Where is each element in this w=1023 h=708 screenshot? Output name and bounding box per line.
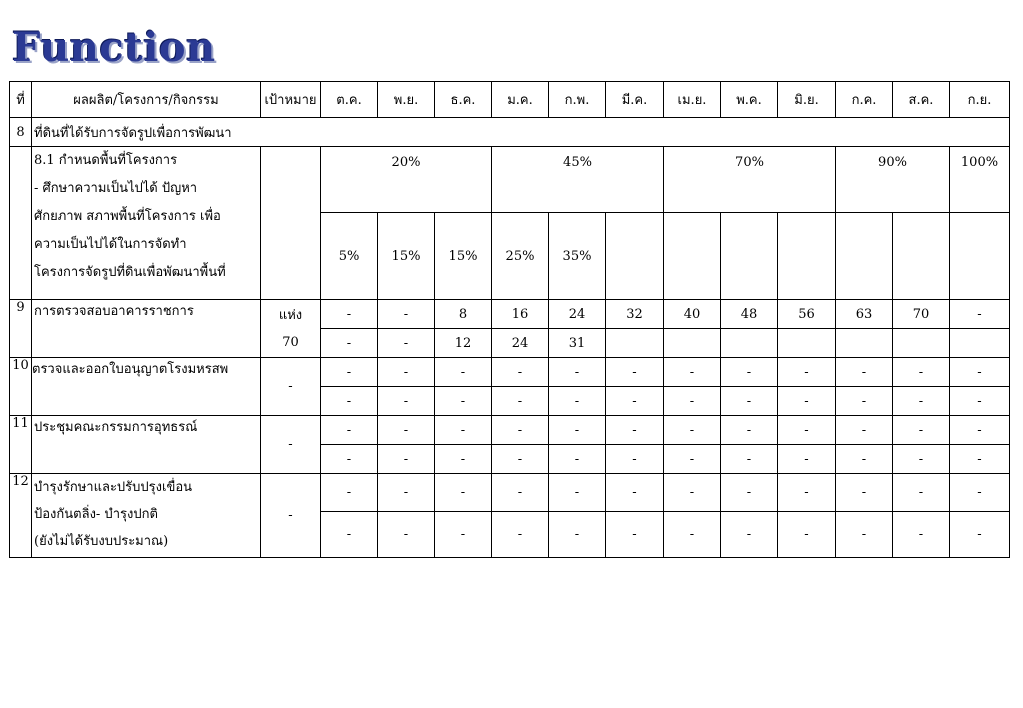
actual-value: - <box>492 445 549 474</box>
header-month: ม.ค. <box>492 82 549 118</box>
actual-value: - <box>435 512 492 558</box>
plan-value: 16 <box>492 300 549 329</box>
actual-percent <box>950 213 1010 300</box>
actual-value: - <box>606 512 664 558</box>
actual-value: 31 <box>549 329 606 358</box>
description-line: ความเป็นไปได้ในการจัดทำ <box>34 237 187 252</box>
plan-value: - <box>549 416 606 445</box>
target-value: - <box>261 416 321 474</box>
plan-value: - <box>321 358 378 387</box>
actual-value: 24 <box>492 329 549 358</box>
actual-value: 12 <box>435 329 492 358</box>
plan-value: - <box>378 358 435 387</box>
description-line: (ยังไม่ได้รับงบประมาณ) <box>34 534 169 549</box>
plan-value: - <box>606 358 664 387</box>
actual-value: - <box>836 387 893 416</box>
plan-percent: 90% <box>836 147 950 213</box>
plan-value: - <box>321 474 378 512</box>
header-month: ก.พ. <box>549 82 606 118</box>
plan-value: 56 <box>778 300 836 329</box>
actual-value: - <box>321 445 378 474</box>
actual-value: - <box>549 512 606 558</box>
description-line: บำรุงรักษาและปรับปรุงเขื่อน <box>34 480 193 495</box>
actual-percent: 25% <box>492 213 549 300</box>
actual-value: - <box>492 387 549 416</box>
description-line: 8.1 กำหนดพื้นที่โครงการ <box>34 153 178 168</box>
header-row <box>10 82 1010 118</box>
row-number: 9 <box>10 300 32 358</box>
actual-value: - <box>893 387 950 416</box>
target-value: 70 <box>261 329 321 358</box>
plan-value: - <box>950 300 1010 329</box>
actual-percent <box>721 213 778 300</box>
actual-percent: 5% <box>321 213 378 300</box>
actual-value: - <box>721 445 778 474</box>
row-number: 10 <box>10 358 32 416</box>
actual-percent <box>606 213 664 300</box>
plan-value: - <box>492 416 549 445</box>
actual-value: - <box>435 445 492 474</box>
plan-value: - <box>664 474 721 512</box>
plan-value: - <box>836 358 893 387</box>
header-month: ธ.ค. <box>435 82 492 118</box>
actual-value: - <box>778 512 836 558</box>
actual-value: - <box>378 387 435 416</box>
activity-name: ประชุมคณะกรรมการอุทธรณ์ <box>32 416 261 474</box>
actual-value: - <box>549 445 606 474</box>
header-no: ที่ <box>10 82 32 118</box>
plan-value: - <box>378 474 435 512</box>
actual-value <box>778 329 836 358</box>
plan-value: - <box>778 358 836 387</box>
target-value: - <box>261 474 321 558</box>
actual-percent <box>836 213 893 300</box>
actual-value: - <box>321 512 378 558</box>
section-row <box>10 118 1010 147</box>
description-line: ป้องกันตลิ่ง- บำรุงปกติ <box>34 507 158 522</box>
plan-value: - <box>606 416 664 445</box>
actual-value: - <box>778 445 836 474</box>
plan-value: - <box>435 358 492 387</box>
plan-value: - <box>492 358 549 387</box>
row-number: 12 <box>10 474 32 558</box>
actual-value: - <box>378 512 435 558</box>
actual-percent: 35% <box>549 213 606 300</box>
plan-value: - <box>321 300 378 329</box>
plan-percent: 100% <box>950 147 1010 213</box>
header-month: ต.ค. <box>321 82 378 118</box>
plan-value: - <box>435 416 492 445</box>
header-month: มิ.ย. <box>778 82 836 118</box>
plan-value: - <box>664 358 721 387</box>
plan-value: - <box>721 474 778 512</box>
row-number <box>10 147 32 300</box>
actual-value: - <box>378 445 435 474</box>
header-month: เม.ย. <box>664 82 721 118</box>
activity-name: การตรวจสอบอาคารราชการ <box>32 300 261 358</box>
plan-value: - <box>606 474 664 512</box>
actual-value <box>664 329 721 358</box>
header-month: ส.ค. <box>893 82 950 118</box>
plan-value: - <box>721 358 778 387</box>
plan-value: - <box>321 416 378 445</box>
plan-value: - <box>721 416 778 445</box>
plan-percent: 45% <box>492 147 664 213</box>
plan-value: - <box>893 358 950 387</box>
table-row <box>10 416 1010 445</box>
actual-value <box>606 329 664 358</box>
row-number: 11 <box>10 416 32 474</box>
actual-value: - <box>321 387 378 416</box>
description-line: โครงการจัดรูปที่ดินเพื่อพัฒนาพื้นที่ <box>34 265 226 280</box>
actual-value: - <box>721 387 778 416</box>
description-line: - ศึกษาความเป็นไปได้ ปัญหา <box>34 181 198 196</box>
activity-name: ตรวจและออกใบอนุญาตโรงมหรสพ <box>32 358 261 416</box>
section-title: ที่ดินที่ได้รับการจัดรูปเพื่อการพัฒนา <box>32 118 1010 147</box>
target-value: - <box>261 358 321 416</box>
plan-value: 24 <box>549 300 606 329</box>
actual-value: - <box>664 387 721 416</box>
plan-value: - <box>378 300 435 329</box>
actual-value: - <box>721 512 778 558</box>
activity-description <box>32 147 261 300</box>
plan-value: 70 <box>893 300 950 329</box>
actual-percent <box>664 213 721 300</box>
header-product: ผลผลิต/โครงการ/กิจกรรม <box>32 82 261 118</box>
actual-value: - <box>893 445 950 474</box>
plan-value: 40 <box>664 300 721 329</box>
actual-value: - <box>549 387 606 416</box>
table-row <box>10 358 1010 387</box>
header-month: พ.ย. <box>378 82 435 118</box>
actual-percent: 15% <box>378 213 435 300</box>
page-title: Function <box>12 24 216 71</box>
plan-value: - <box>950 358 1010 387</box>
description-line: ศักยภาพ สภาพพื้นที่โครงการ เพื่อ <box>34 209 221 224</box>
plan-value: - <box>549 358 606 387</box>
section-number: 8 <box>10 118 32 147</box>
plan-percent: 70% <box>664 147 836 213</box>
header-month: ก.ค. <box>836 82 893 118</box>
actual-value: - <box>606 387 664 416</box>
header-target: เป้าหมาย <box>261 82 321 118</box>
actual-value: - <box>836 445 893 474</box>
activity-description <box>32 474 261 558</box>
actual-value <box>893 329 950 358</box>
target-cell <box>261 147 321 300</box>
actual-value: - <box>606 445 664 474</box>
plan-value: - <box>778 474 836 512</box>
plan-value: - <box>549 474 606 512</box>
plan-value: 32 <box>606 300 664 329</box>
plan-value: 8 <box>435 300 492 329</box>
plan-percent: 20% <box>321 147 492 213</box>
actual-value: - <box>950 445 1010 474</box>
plan-value: - <box>435 474 492 512</box>
plan-value: - <box>778 416 836 445</box>
actual-value: - <box>950 387 1010 416</box>
actual-value: - <box>321 329 378 358</box>
header-month: มี.ค. <box>606 82 664 118</box>
actual-value <box>836 329 893 358</box>
actual-value: - <box>435 387 492 416</box>
plan-value: - <box>378 416 435 445</box>
actual-value: - <box>950 512 1010 558</box>
plan-value: - <box>836 474 893 512</box>
actual-value: - <box>378 329 435 358</box>
header-month: ก.ย. <box>950 82 1010 118</box>
header-month: พ.ค. <box>721 82 778 118</box>
plan-value: - <box>492 474 549 512</box>
plan-value: 63 <box>836 300 893 329</box>
plan-value: - <box>893 474 950 512</box>
actual-value: - <box>778 387 836 416</box>
function-table <box>9 81 1010 558</box>
actual-value: - <box>664 445 721 474</box>
actual-value: - <box>836 512 893 558</box>
actual-value <box>721 329 778 358</box>
table-row <box>10 147 1010 213</box>
actual-percent <box>778 213 836 300</box>
actual-value: - <box>664 512 721 558</box>
table-row <box>10 300 1010 329</box>
plan-value: 48 <box>721 300 778 329</box>
plan-value: - <box>836 416 893 445</box>
actual-value: - <box>492 512 549 558</box>
plan-value: - <box>893 416 950 445</box>
plan-value: - <box>950 416 1010 445</box>
table-row <box>10 474 1010 512</box>
actual-value: - <box>893 512 950 558</box>
plan-value: - <box>950 474 1010 512</box>
target-unit: แห่ง <box>261 300 321 329</box>
actual-percent <box>893 213 950 300</box>
actual-value <box>950 329 1010 358</box>
plan-value: - <box>664 416 721 445</box>
actual-percent: 15% <box>435 213 492 300</box>
